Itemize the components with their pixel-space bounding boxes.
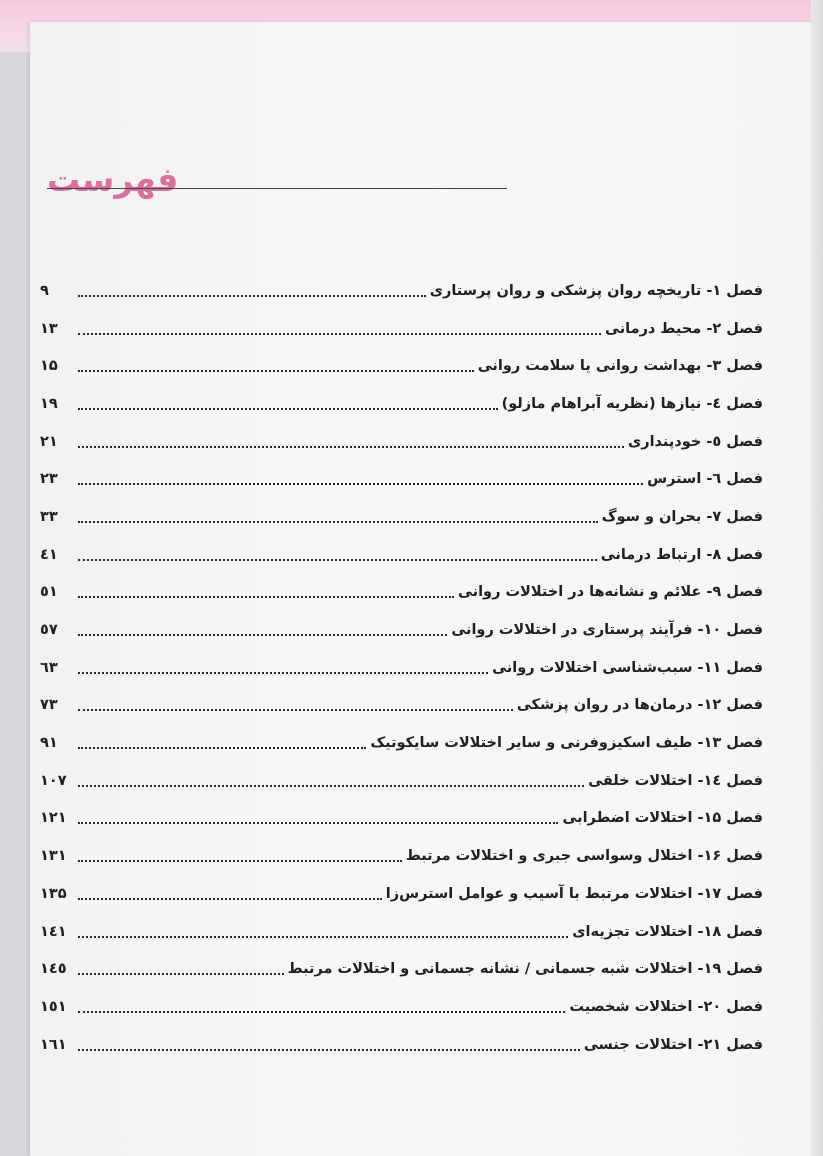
page-number: ٤۱: [40, 546, 58, 563]
chapter-title: فصل ٥- خودپنداری: [627, 433, 763, 450]
chapter-title: فصل ۱۵- اختلالات اضطرابی: [562, 810, 763, 827]
dot-leader: [78, 1035, 580, 1051]
chapter-title: فصل ٤- نیازها (نظریه آبراهام مازلو): [501, 395, 763, 412]
dot-leader: [78, 394, 498, 410]
dot-leader: [78, 545, 597, 561]
chapter-title: فصل ۲۰- اختلالات شخصیت: [569, 998, 763, 1015]
chapter-title: فصل ۱۶- اختلال وسواسی جبری و اختلالات مرتبط: [405, 848, 763, 865]
toc-row: [40, 1026, 763, 1064]
toc-row: [40, 913, 763, 951]
chapter-title: فصل ۱۰- فرآیند پرستاری در اختلالات روانی: [451, 622, 763, 639]
chapter-title: فصل ١٤- اختلالات خلقی: [588, 772, 763, 789]
page-number: ۲۱: [40, 433, 58, 450]
page-number: ۱۵: [40, 358, 58, 375]
page-number: ١٤٥: [40, 961, 67, 978]
chapter-title: فصل ۱۲- درمان‌ها در روان پزشکی: [516, 697, 763, 714]
chapter-title: فصل ۹- علائم و نشانه‌ها در اختلالات روانی: [457, 584, 763, 601]
dot-leader: [78, 620, 447, 636]
toc-row: [40, 611, 763, 649]
title-underline: [47, 188, 507, 189]
toc-row: [40, 347, 763, 385]
dot-leader: [78, 582, 454, 598]
page-right-edge: [811, 0, 823, 1156]
chapter-title: فصل ۱۳- طیف اسکیزوفرنی و سایر اختلالات سایکوتیک: [370, 735, 763, 752]
dot-leader: [78, 319, 601, 335]
table-of-contents: [40, 272, 763, 1063]
toc-row: [40, 423, 763, 461]
dot-leader: [78, 507, 598, 523]
dot-leader: [78, 469, 643, 485]
dot-leader: [78, 356, 474, 372]
chapter-title: فصل ۱- تاریخچه روان پزشکی و روان پرستاری: [429, 282, 763, 299]
chapter-title: فصل ۱۸- اختلالات تجزیه‌ای: [572, 923, 763, 940]
page-number: ۹۱: [40, 735, 58, 752]
page-number: ۲۳: [40, 471, 58, 488]
chapter-title: فصل ٦- استرس: [647, 471, 763, 488]
toc-row: [40, 988, 763, 1026]
dot-leader: [78, 997, 565, 1013]
chapter-title: فصل ۷- بحران و سوگ: [601, 508, 763, 525]
toc-row: [40, 536, 763, 574]
toc-row: [40, 460, 763, 498]
dot-leader: [78, 771, 584, 787]
page-number: ۹: [40, 282, 49, 299]
dot-leader: [78, 846, 402, 862]
chapter-title: فصل ۸- ارتباط درمانی: [600, 546, 763, 563]
toc-row: [40, 272, 763, 310]
page-number: ۱۹: [40, 395, 58, 412]
chapter-title: فصل ۳- بهداشت روانی یا سلامت روانی: [477, 358, 763, 375]
toc-row: [40, 762, 763, 800]
page-number: ۱۲۱: [40, 810, 67, 827]
dot-leader: [78, 695, 513, 711]
toc-row: [40, 837, 763, 875]
page-number: ۱۰۷: [40, 772, 67, 789]
toc-row: [40, 950, 763, 988]
chapter-title: فصل ۱۷- اختلالات مرتبط با آسیب و عوامل استرس‌زا: [385, 885, 763, 902]
page-number: ٥۱: [40, 584, 58, 601]
page-number: ۷۳: [40, 697, 58, 714]
chapter-title: فصل ۱۹- اختلالات شبه جسمانی / نشانه جسمانی و اختلالات مرتبط: [287, 961, 763, 978]
dot-leader: [78, 658, 488, 674]
chapter-title: فصل ۱۱- سبب‌شناسی اختلالات روانی: [492, 659, 763, 676]
page-number: ۱٥۱: [40, 998, 67, 1015]
toc-row: [40, 574, 763, 612]
page-number: ۳۳: [40, 508, 58, 525]
page-title: فهرست: [47, 160, 179, 200]
toc-row: [40, 875, 763, 913]
toc-row: [40, 498, 763, 536]
dot-leader: [78, 281, 426, 297]
page-number: ۱۳: [40, 320, 58, 337]
toc-row: [40, 724, 763, 762]
toc-row: [40, 687, 763, 725]
dot-leader: [78, 959, 284, 975]
toc-row: [40, 800, 763, 838]
page-number: ۱۳۵: [40, 885, 67, 902]
dot-leader: [78, 922, 568, 938]
dot-leader: [78, 432, 624, 448]
page-number: ٦۳: [40, 659, 58, 676]
page-number: ١٤۱: [40, 923, 67, 940]
page-number: ۱۳۱: [40, 848, 67, 865]
toc-row: [40, 385, 763, 423]
chapter-title: فصل ۲- محیط درمانی: [605, 320, 763, 337]
page-number: ۱٦۱: [40, 1036, 67, 1053]
chapter-title: فصل ۲۱- اختلالات جنسی: [583, 1036, 763, 1053]
dot-leader: [78, 808, 558, 824]
dot-leader: [78, 884, 382, 900]
dot-leader: [78, 733, 366, 749]
page-number: ٥۷: [40, 622, 58, 639]
toc-row: [40, 649, 763, 687]
toc-row: [40, 310, 763, 348]
